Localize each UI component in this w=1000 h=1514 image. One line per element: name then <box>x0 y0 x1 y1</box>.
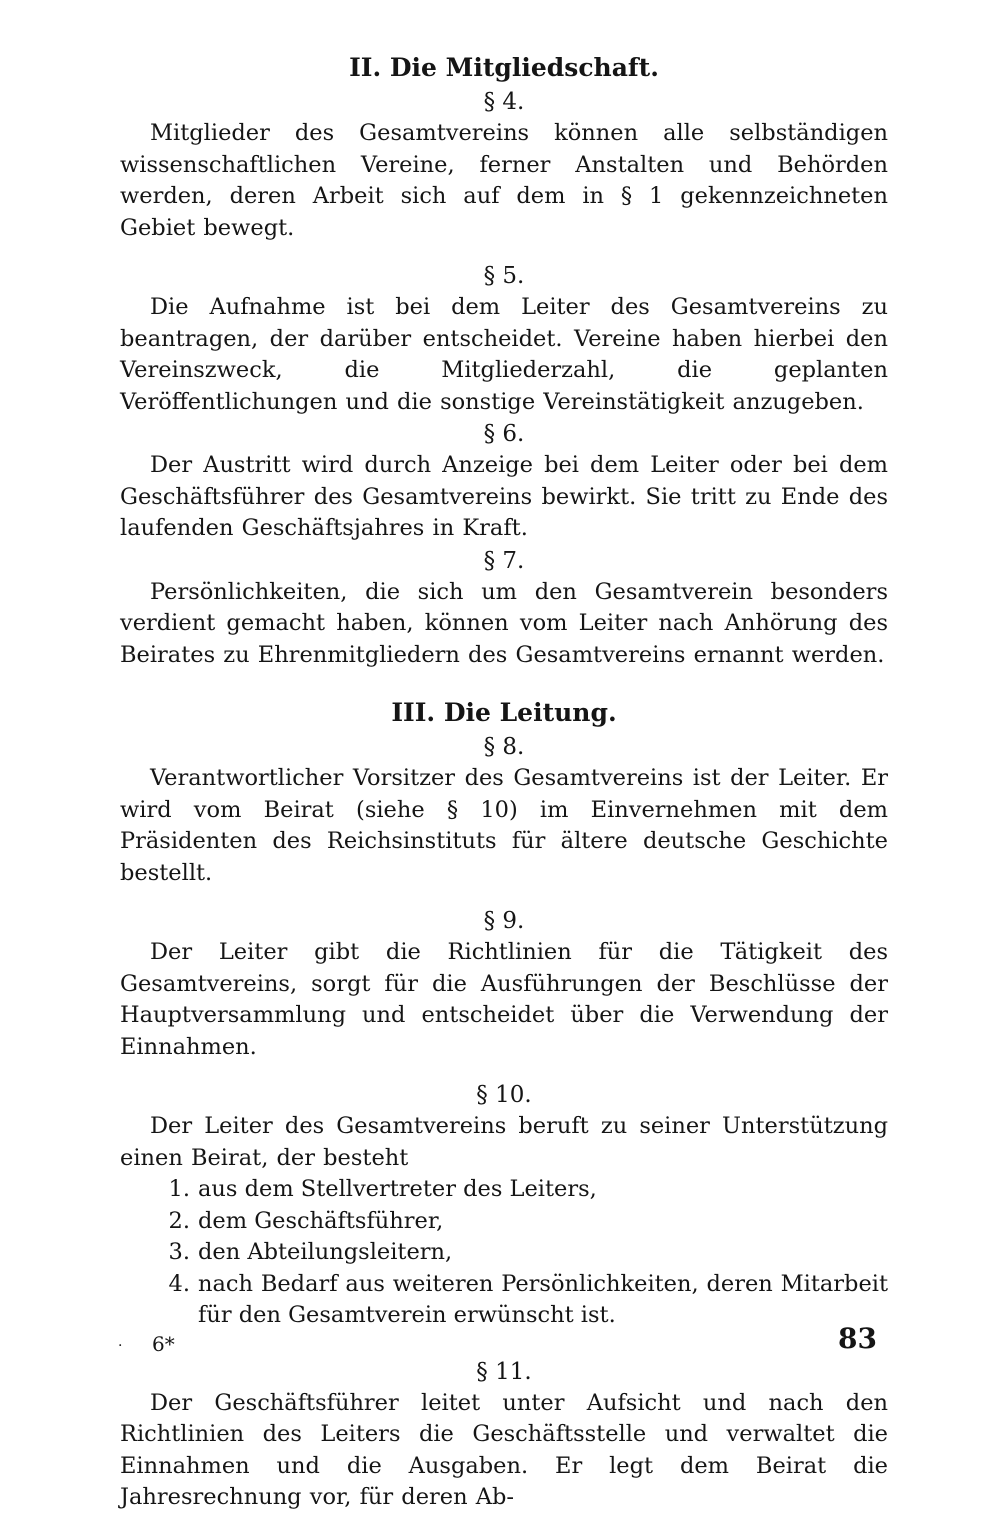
paragraph-text-6: Der Austritt wird durch Anzeige bei dem Leiter oder bei dem Geschäftsführer des Gesamtvereins bewirkt. Sie tritt zu Ende des laufenden Geschäftsjahres in Kraft. <box>120 452 888 541</box>
list-item <box>120 1237 888 1269</box>
paragraph-number-8: § 8. <box>483 734 525 760</box>
paragraph-text-11: Der Geschäftsführer leitet unter Aufsicht und nach den Richtlinien des Leiters die Geschäftsstelle und verwaltet die Einnahmen und die Ausgaben. Er legt dem Beirat die Jahresrechnung vor, für deren Ab- <box>120 1389 888 1510</box>
paragraph-text-8: Verantwortlicher Vorsitzer des Gesamtvereins ist der Leiter. Er wird vom Beirat (siehe § 10) im Einvernehmen mit dem Präsidenten des Reichsinstituts für ältere deutsche Geschichte bestellt. <box>120 765 888 886</box>
paragraph-text-9: Der Leiter gibt die Richtlinien für die Tätigkeit des Gesamtvereins, sorgt für die Ausführungen der Beschlüsse der Hauptversammlung und entscheidet über die Verwendung der Einnahmen. <box>120 939 888 1060</box>
footer-dot: · <box>118 1338 123 1354</box>
list-item-number: 1. <box>168 1176 190 1202</box>
section-heading-leitung: III. Die Leitung. <box>391 698 617 727</box>
signature-mark: 6* <box>152 1332 175 1356</box>
list-item-number: 4. <box>168 1270 190 1297</box>
paragraph-text-4: Mitglieder des Gesamtvereins können alle selbständigen wissenschaftlichen Vereine, ferner Anstalten und Behörden werden, deren Arbeit sich auf dem in § 1 gekennzeichneten Gebiet bewegt. <box>120 120 888 241</box>
list-item <box>120 1174 888 1206</box>
paragraph-text-10: Der Leiter des Gesamtvereins beruft zu seiner Unterstützung einen Beirat, der besteht <box>120 1113 888 1171</box>
beirat-members-list <box>120 1174 888 1332</box>
paragraph-number-5: § 5. <box>483 263 525 289</box>
section-heading-mitgliedschaft: II. Die Mitgliedschaft. <box>349 53 659 82</box>
page-body <box>120 50 888 1514</box>
list-item-number: 2. <box>168 1207 190 1234</box>
paragraph-text-7: Persönlichkeiten, die sich um den Gesamtverein besonders verdient gemacht haben, können vom Leiter nach Anhörung des Beirates zu Ehrenmitgliedern des Gesamtvereins ernannt werden. <box>120 578 888 668</box>
paragraph-number-7: § 7. <box>483 547 525 574</box>
list-item <box>120 1206 888 1238</box>
paragraph-number-9: § 9. <box>483 908 525 934</box>
list-item <box>120 1269 888 1332</box>
list-item-text: dem Geschäftsführer, <box>198 1207 444 1234</box>
list-item-text: aus dem Stellvertreter des Leiters, <box>198 1176 597 1202</box>
paragraph-text-5: Die Aufnahme ist bei dem Leiter des Gesamtvereins zu beantragen, der darüber entscheidet. Vereine haben hierbei den Vereinszweck, die Mitgliederzahl, die geplanten Veröffentlichungen und die sonstige Vereinstätigkeit anzugeben. <box>120 294 888 415</box>
paragraph-number-10: § 10. <box>476 1082 532 1108</box>
paragraph-number-4: § 4. <box>483 89 525 115</box>
list-item-number: 3. <box>168 1239 190 1265</box>
list-item-text: nach Bedarf aus weiteren Persönlichkeiten, deren Mitarbeit für den Gesamtverein erwünscht ist. <box>198 1270 888 1328</box>
paragraph-number-11: § 11. <box>476 1358 532 1385</box>
paragraph-number-6: § 6. <box>483 421 525 447</box>
list-item-text: den Abteilungsleitern, <box>198 1239 453 1265</box>
page-number: 83 <box>838 1322 877 1355</box>
